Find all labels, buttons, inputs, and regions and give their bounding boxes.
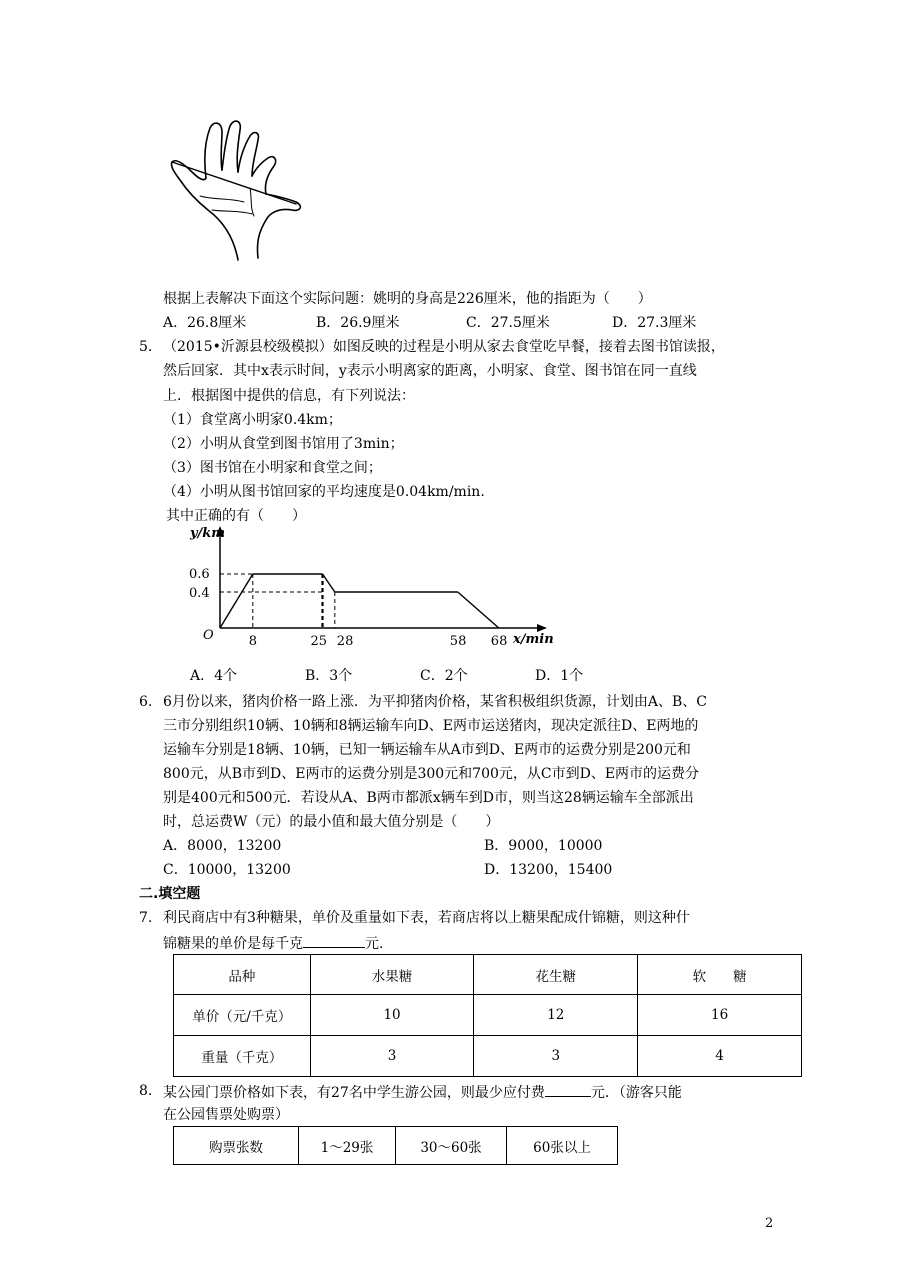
q5-prompt: 其中正确的有（ ） [166, 508, 306, 524]
series-line-segment [220, 574, 253, 628]
table-cell: 品种 [174, 955, 311, 995]
q6-line: 时，总运费W（元）的最小值和最大值分别是（ ） [163, 814, 500, 830]
q5-statement-1: （1）食堂离小明家0.4km； [163, 412, 342, 428]
table-cell: 16 [638, 995, 802, 1036]
table-cell: 购票张数 [174, 1127, 299, 1165]
q7-number: 7. [139, 910, 153, 926]
section-heading: 二.填空题 [139, 886, 201, 902]
table-row [174, 1036, 802, 1077]
q7-line: 利民商店中有3种糖果，单价及重量如下表，若商店将以上糖果配成什锦糖，则这种什 [163, 910, 690, 926]
ticket-table [173, 1126, 618, 1165]
q6-line: 别是400元和500元．若设从A、B两市都派x辆车到D市，则当这28辆运输车全部派出 [163, 790, 694, 806]
q5-statement-3: （3）图书馆在小明家和食堂之间； [163, 460, 382, 476]
table-cell: 10 [310, 995, 474, 1036]
q5-line: （2015•沂源县校级模拟）如图反映的过程是小明从家去食堂吃早餐，接着去图书馆读报， [163, 339, 725, 355]
q4-question: 根据上表解决下面这个实际问题：姚明的身高是226厘米，他的指距为（ ） [163, 291, 652, 307]
q5-line: 然后回家．其中x表示时间，y表示小明离家的距离，小明家、食堂、图书馆在同一直线 [163, 363, 697, 379]
x-axis-arrow [537, 624, 547, 632]
page-number: 2 [765, 1216, 774, 1231]
x-tick-label: 25 [310, 634, 328, 649]
x-tick-label: 28 [336, 634, 354, 649]
answer-blank[interactable] [545, 1081, 591, 1097]
table-cell: 1～29张 [299, 1127, 396, 1165]
q6-option-d: D．13200，15400 [484, 862, 613, 878]
table-cell: 花生糖 [474, 955, 638, 995]
x-tick-label: 8 [248, 634, 258, 649]
q5-option-b: B．3个 [305, 668, 353, 684]
q8-number: 8. [139, 1083, 153, 1099]
hand-illustration [160, 118, 310, 263]
x-tick-label: 58 [449, 634, 467, 649]
q8-line [163, 1081, 682, 1103]
q5-statement-2: （2）小明从食堂到图书馆用了3min； [163, 436, 404, 452]
y-tick-label: 0.4 [189, 586, 210, 601]
distance-time-chart [185, 520, 565, 650]
table-row [174, 955, 802, 995]
q6-option-b: B．9000，10000 [484, 838, 603, 854]
table-cell: 重量（千克） [174, 1036, 311, 1077]
series-line-segment [458, 592, 499, 628]
table-cell: 60张以上 [507, 1127, 618, 1165]
q5-line: 上．根据图中提供的信息，有下列说法： [163, 388, 415, 404]
q6-option-c: C．10000，13200 [163, 862, 291, 878]
q6-line: 800元，从B市到D、E两市的运费分别是300元和700元，从C市到D、E两市的运费分 [163, 766, 700, 782]
table-cell: 软 糖 [638, 955, 802, 995]
table-cell: 水果糖 [310, 955, 474, 995]
q4-option-d: D．27.3厘米 [612, 315, 697, 331]
q6-line: 三市分别组织10辆、10辆和8辆运输车向D、E两市运送猪肉，现决定派往D、E两地的 [163, 718, 699, 734]
table-row [174, 995, 802, 1036]
q5-option-d: D．1个 [535, 668, 584, 684]
q7-text: 锦糖果的单价是每千克 [163, 936, 303, 952]
q5-option-a: A．4个 [190, 668, 238, 684]
q8-line: 在公园售票处购票） [163, 1107, 289, 1123]
table-cell: 3 [474, 1036, 638, 1077]
q4-option-b: B．26.9厘米 [316, 315, 400, 331]
answer-blank[interactable] [303, 932, 365, 948]
q6-option-a: A．8000，13200 [163, 838, 282, 854]
table-row [174, 1127, 618, 1165]
q5-statement-4: （4）小明从图书馆回家的平均速度是0.04km/min. [163, 484, 485, 500]
q8-text: 元．（游客只能 [590, 1085, 682, 1101]
y-tick-label: 0.6 [189, 567, 210, 582]
table-cell: 12 [474, 995, 638, 1036]
table-cell: 4 [638, 1036, 802, 1077]
q5-number: 5. [139, 339, 153, 355]
q4-option-a: A．26.8厘米 [163, 315, 247, 331]
x-tick-label: 68 [490, 634, 508, 649]
table-cell: 30～60张 [396, 1127, 507, 1165]
q8-text: 某公园门票价格如下表，有27名中学生游公园，则最少应付费 [163, 1085, 545, 1101]
table-cell: 单价（元/千克） [174, 995, 311, 1036]
q6-line: 6月份以来，猪肉价格一路上涨．为平抑猪肉价格，某省积极组织货源，计划由A、B、C [163, 694, 708, 710]
y-axis-label: y/km [190, 526, 226, 541]
x-axis-label: x/min [513, 632, 554, 647]
q5-option-c: C．2个 [420, 668, 468, 684]
q7-text: 元. [365, 936, 384, 952]
q4-option-c: C．27.5厘米 [466, 315, 550, 331]
q6-line: 运输车分别是18辆、10辆，已知一辆运输车从A市到D、E两市的运费分别是200元和 [163, 742, 691, 758]
q6-number: 6. [139, 694, 153, 710]
q7-line [163, 932, 383, 954]
origin-label: O [203, 628, 214, 643]
candy-table [173, 954, 802, 1077]
series-line-segment [323, 574, 335, 592]
table-cell: 3 [310, 1036, 474, 1077]
